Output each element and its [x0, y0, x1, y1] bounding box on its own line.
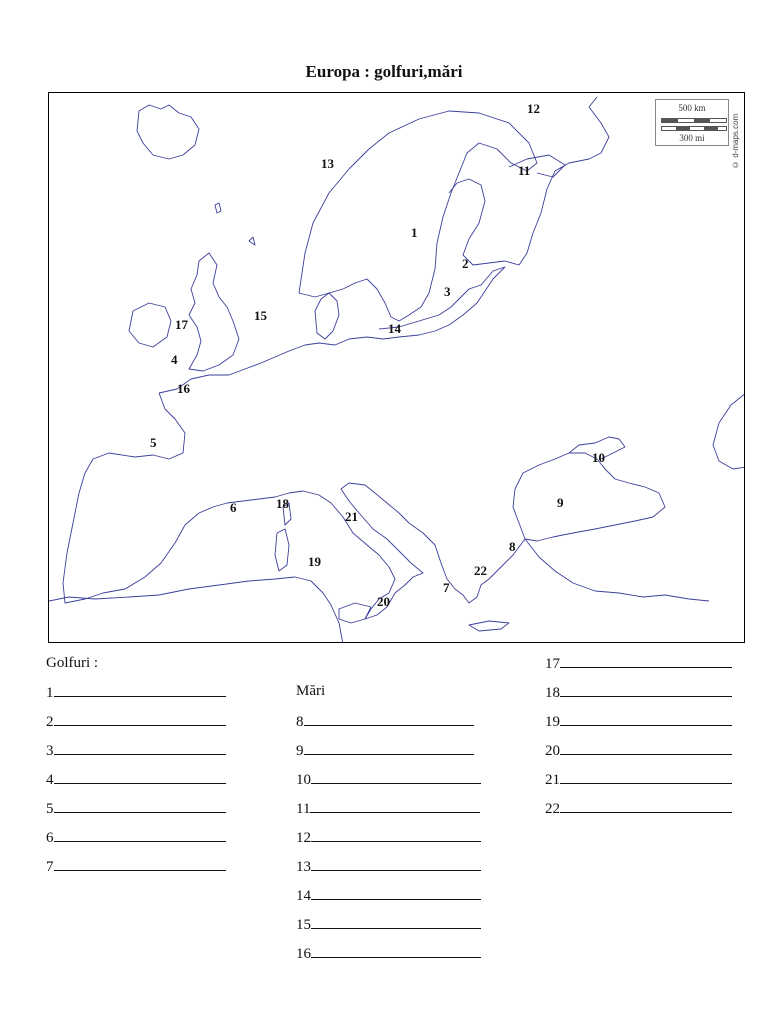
scale-mi-bar: [661, 126, 727, 131]
golf-item-number: 2: [46, 714, 54, 730]
mari-heading: Mări: [296, 683, 326, 699]
ireland-outline: [129, 303, 171, 347]
item-item-number: 20: [545, 743, 560, 759]
coastline-drawing: [49, 93, 745, 643]
sea-answer-blank[interactable]: [311, 829, 481, 842]
map-label-6: 6: [230, 500, 237, 515]
golf-answer-blank[interactable]: [54, 684, 226, 697]
sea-answer-line[interactable]: [296, 945, 481, 963]
sea-answer-line[interactable]: [296, 742, 474, 760]
item-answer-line[interactable]: [545, 684, 732, 702]
golf-item-number: 5: [46, 801, 54, 817]
golf-answer-blank[interactable]: [54, 829, 226, 842]
item-answer-blank[interactable]: [560, 655, 732, 668]
western-europe-coast: [159, 337, 383, 396]
map-label-2: 2: [462, 256, 469, 271]
golf-answer-blank[interactable]: [54, 742, 226, 755]
item-answer-blank[interactable]: [560, 742, 732, 755]
map-label-3: 3: [444, 284, 451, 299]
item-answer-blank[interactable]: [560, 800, 732, 813]
map-label-7: 7: [443, 580, 450, 595]
great-britain-outline: [189, 253, 239, 371]
golf-answer-line[interactable]: [46, 684, 226, 702]
map-label-5: 5: [150, 435, 157, 450]
iceland-outline: [137, 105, 199, 159]
map-label-16: 16: [177, 381, 190, 396]
map-label-19: 19: [308, 554, 321, 569]
item-answer-line[interactable]: [545, 655, 732, 673]
golf-answer-line[interactable]: [46, 858, 226, 876]
item-answer-line[interactable]: [545, 713, 732, 731]
item-answer-blank[interactable]: [560, 713, 732, 726]
map-label-8: 8: [509, 539, 516, 554]
sea-item-number: 11: [296, 801, 311, 817]
sea-answer-line[interactable]: [296, 713, 474, 731]
sea-answer-line[interactable]: [296, 916, 481, 934]
iberia-outline: [63, 393, 259, 603]
map-credit: © d-maps.com: [731, 113, 740, 169]
balkans-coast: [409, 523, 525, 603]
golf-answer-line[interactable]: [46, 713, 226, 731]
map-label-15: 15: [254, 308, 267, 323]
scale-mi-label: 300 mi: [679, 133, 705, 143]
golf-item-number: 3: [46, 743, 54, 759]
sea-item-number: 14: [296, 888, 311, 904]
black-sea-outline: [513, 450, 665, 541]
item-answer-line[interactable]: [545, 800, 732, 818]
item-item-number: 19: [545, 714, 560, 730]
golf-item-number: 6: [46, 830, 54, 846]
golf-answer-blank[interactable]: [54, 713, 226, 726]
golf-item-number: 7: [46, 859, 54, 875]
map-label-20: 20: [377, 594, 390, 609]
map-scale: [655, 99, 729, 146]
scale-km-label: 500 km: [678, 103, 706, 113]
golf-item-number: 1: [46, 685, 54, 701]
map-label-9: 9: [557, 495, 564, 510]
map-label-11: 11: [518, 163, 531, 178]
item-answer-line[interactable]: [545, 742, 732, 760]
sea-item-number: 8: [296, 714, 304, 730]
map-label-4: 4: [171, 352, 178, 367]
anatolia-coast: [525, 539, 709, 601]
sea-answer-line[interactable]: [296, 771, 481, 789]
sea-answer-blank[interactable]: [311, 858, 481, 871]
sea-answer-blank[interactable]: [310, 800, 480, 813]
sea-item-number: 13: [296, 859, 311, 875]
sea-answer-blank[interactable]: [311, 887, 481, 900]
sea-answer-blank[interactable]: [304, 713, 474, 726]
sea-item-number: 12: [296, 830, 311, 846]
sea-answer-blank[interactable]: [311, 771, 481, 784]
map-label-18: 18: [276, 496, 289, 511]
item-answer-blank[interactable]: [560, 771, 732, 784]
golf-answer-line[interactable]: [46, 771, 226, 789]
sea-answer-line[interactable]: [296, 829, 481, 847]
item-item-number: 17: [545, 656, 560, 672]
sicily-outline: [339, 603, 371, 623]
golf-answer-blank[interactable]: [54, 800, 226, 813]
sea-item-number: 15: [296, 917, 311, 933]
map-label-1: 1: [411, 225, 418, 240]
map-label-10: 10: [592, 450, 605, 465]
caspian-outline: [713, 393, 745, 469]
map-label-17: 17: [175, 317, 188, 332]
golf-answer-blank[interactable]: [54, 771, 226, 784]
golf-answer-line[interactable]: [46, 829, 226, 847]
map-label-22: 22: [474, 563, 487, 578]
crete-outline: [469, 621, 509, 631]
north-africa-coast: [49, 577, 343, 643]
map-label-13: 13: [321, 156, 334, 171]
sea-item-number: 10: [296, 772, 311, 788]
sea-answer-blank[interactable]: [311, 916, 481, 929]
item-item-number: 22: [545, 801, 560, 817]
finland-outline: [449, 97, 609, 265]
denmark-outline: [315, 293, 339, 339]
golf-answer-blank[interactable]: [54, 858, 226, 871]
sea-answer-line[interactable]: [296, 858, 481, 876]
page-title: Europa : golfuri,mări: [305, 62, 463, 81]
map-label-21: 21: [345, 509, 358, 524]
europe-map: [48, 92, 745, 643]
map-label-14: 14: [388, 321, 401, 336]
item-answer-blank[interactable]: [560, 684, 732, 697]
golf-answer-line[interactable]: [46, 742, 226, 760]
sea-answer-line[interactable]: [296, 800, 480, 818]
item-answer-line[interactable]: [545, 771, 732, 789]
scale-km-bar: [661, 118, 727, 123]
sea-answer-line[interactable]: [296, 887, 481, 905]
golfuri-heading: Golfuri :: [46, 655, 99, 671]
sea-item-number: 16: [296, 946, 311, 962]
item-item-number: 18: [545, 685, 560, 701]
sea-answer-blank[interactable]: [304, 742, 474, 755]
scandinavia-outline: [299, 111, 537, 321]
sea-answer-blank[interactable]: [311, 945, 481, 958]
sea-item-number: 9: [296, 743, 304, 759]
item-item-number: 21: [545, 772, 560, 788]
golf-answer-line[interactable]: [46, 800, 226, 818]
golf-item-number: 4: [46, 772, 54, 788]
map-label-12: 12: [527, 101, 540, 116]
sardinia-outline: [275, 529, 289, 571]
